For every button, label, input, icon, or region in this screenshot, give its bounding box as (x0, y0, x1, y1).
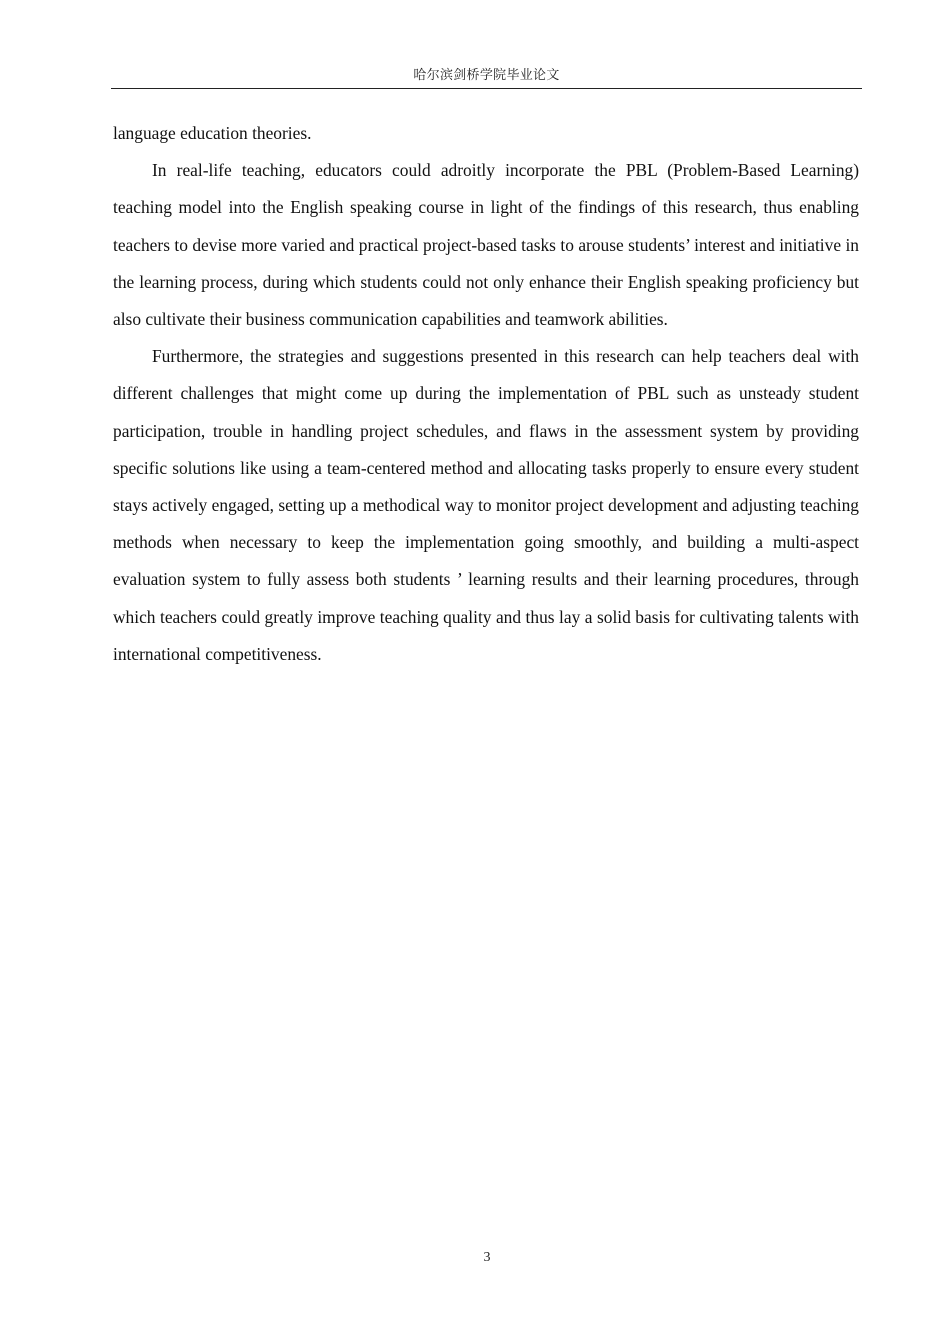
paragraph-strategies: Furthermore, the strategies and suggestions presented in this research can help teachers deal with different challenges that might come up during the implementation of PBL such as unsteady student participation, trouble in handling project schedules, and flaws in the assessment system by providing specific solutions like using a team-centered method and allocating tasks properly to ensure every student stays actively engaged, setting up a methodical way to monitor project development and adjusting teaching methods when necessary to keep the implementation going smoothly, and building a multi-aspect evaluation system to fully assess both students ’ learning results and their learning procedures, through which teachers could greatly improve teaching quality and thus lay a solid basis for cultivating talents with international competitiveness. (113, 346, 859, 664)
page-number: 3 (483, 1250, 491, 1265)
body-text (113, 115, 859, 673)
paragraph-teaching-model: In real-life teaching, educators could adroitly incorporate the PBL (Problem-Based Learning) teaching model into the English speaking course in light of the findings of this research, thus enabling teachers to devise more varied and practical project-based tasks to arouse students’ interest and initiative in the learning process, during which students could not only enhance their English speaking proficiency but also cultivate their business communication capabilities and teamwork abilities. (113, 160, 859, 330)
paragraph-continued: language education theories. (113, 123, 312, 143)
header-title: 哈尔滨剑桥学院毕业论文 (413, 68, 560, 83)
page-header (111, 66, 862, 89)
